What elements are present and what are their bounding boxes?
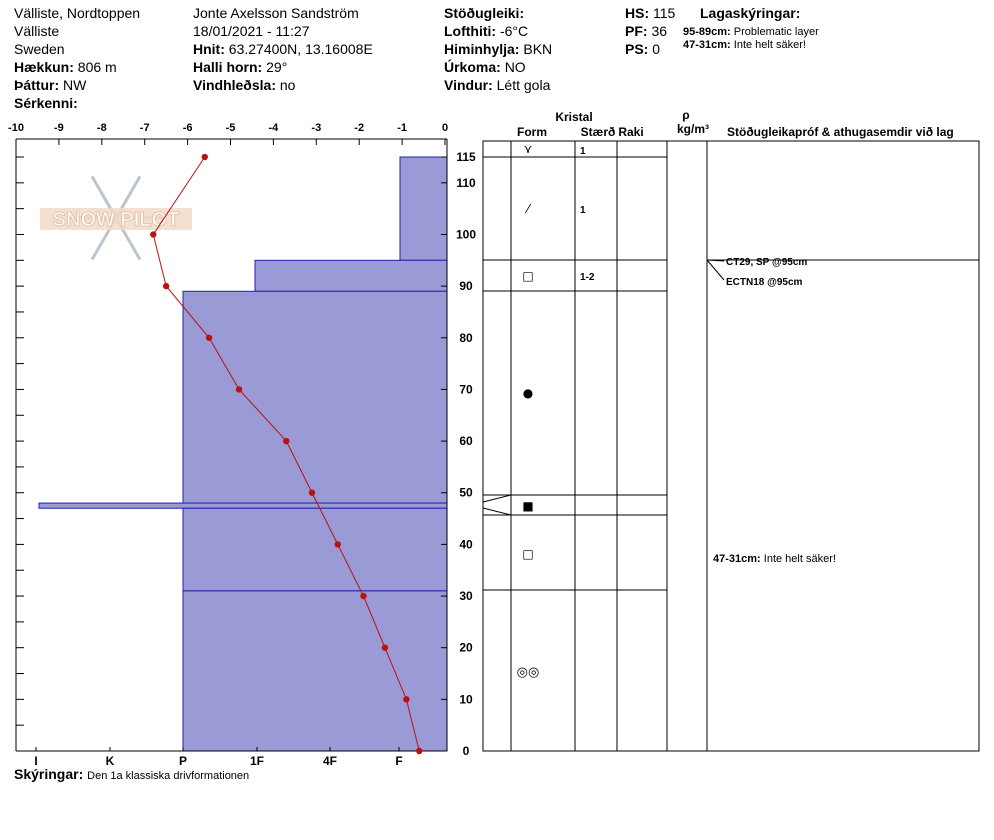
sky-value: BKN	[523, 41, 553, 57]
temperature-point	[382, 644, 388, 650]
col-header-rho: ρ	[682, 108, 690, 122]
hardness-label: P	[178, 754, 188, 768]
temperature-point	[202, 154, 208, 160]
height-tick-label: 70	[459, 382, 473, 397]
ps-value: 0	[652, 41, 661, 57]
col-header-crystal: Kristal	[555, 110, 593, 124]
aspect-value: NW	[63, 77, 87, 93]
height-tick-label: 20	[459, 640, 473, 655]
stability-label: Stöðugleiki:	[444, 5, 525, 21]
slope-value: 29°	[266, 59, 288, 75]
hardness-bar	[183, 291, 447, 503]
temp-tick-label: 0	[441, 122, 449, 134]
height-tick-label: 90	[459, 279, 473, 294]
col-header-moisture: Raki	[618, 125, 644, 139]
hardness-bar	[183, 508, 447, 591]
temperature-point	[416, 748, 422, 754]
temp-tick-label: -8	[96, 122, 107, 134]
height-tick-label: 40	[459, 537, 473, 552]
crystal-size: 1-2	[580, 272, 595, 283]
temp-tick-label: -3	[311, 122, 322, 134]
sky-label: Himinhylja:	[444, 41, 520, 57]
wind-label: Vindur:	[444, 77, 493, 93]
precip-value: NO	[504, 59, 526, 75]
crystal-form-icon: □	[522, 547, 534, 561]
layer-comment	[713, 553, 836, 565]
layer-note-value: Inte helt säker!	[733, 39, 806, 51]
pf-label: PF:	[625, 23, 648, 39]
col-header-form: Form	[517, 125, 547, 139]
layer-comment-text: Inte helt säker!	[763, 553, 836, 565]
crystal-form-icon: ■	[522, 499, 534, 513]
temp-tick-label: -6	[182, 122, 193, 134]
elevation-value: 806 m	[77, 59, 117, 75]
temperature-point	[150, 231, 156, 237]
height-tick-label: 110	[456, 175, 476, 190]
table-frame	[483, 141, 979, 751]
temp-tick-label: -10	[8, 122, 24, 134]
footer-text: Den 1a klassiska drivformationen	[87, 770, 250, 782]
height-tick-label: 50	[459, 485, 473, 500]
layer-note-key: 47-31cm:	[683, 39, 731, 51]
location-line-1: Välliste, Nordtoppen	[14, 5, 141, 21]
temp-tick-label: -9	[54, 122, 64, 134]
stability-test-pointer	[707, 260, 724, 280]
crystal-form-icon: ◎◎	[516, 665, 540, 680]
slope-label: Halli horn:	[193, 59, 263, 75]
temperature-point	[206, 335, 212, 341]
stability-test-label: ECTN18 @95cm	[726, 277, 803, 288]
crystal-form-icon: ⁄	[526, 202, 530, 216]
location-line-2: Välliste	[14, 23, 60, 39]
hardness-bar	[255, 260, 447, 291]
hardness-label: K	[105, 754, 115, 768]
hardness-label: 1F	[249, 754, 265, 768]
hardness-bar	[400, 157, 447, 260]
height-tick-label: 60	[459, 434, 473, 449]
coords-label: Hnit:	[193, 41, 225, 57]
hardness-bar	[39, 503, 447, 508]
layer-note-key: 95-89cm:	[683, 26, 731, 38]
wind-loading-label: Vindhleðsla:	[193, 77, 276, 93]
crystal-size: 1	[580, 205, 586, 216]
height-tick-label: 80	[459, 330, 473, 345]
temperature-point	[309, 490, 315, 496]
layer-notes-title: Lagaskýringar:	[700, 5, 801, 21]
hardness-label: I	[34, 754, 38, 768]
layer-table	[483, 108, 979, 751]
footer-label: Skýringar:	[14, 766, 84, 782]
temp-tick-label: -5	[225, 122, 236, 134]
temp-tick-label: -1	[397, 122, 407, 134]
col-header-size: Stærð	[580, 125, 616, 139]
coords-value: 63.27400N, 13.16008E	[228, 41, 373, 57]
height-tick-label: 0	[462, 744, 470, 758]
temperature-point	[283, 438, 289, 444]
elevation-label: Hækkun:	[14, 59, 74, 75]
aspect-label: Þáttur:	[14, 77, 60, 93]
layer-connector	[483, 495, 511, 502]
air-temp-value: -6°C	[499, 23, 529, 39]
location-line-3: Sweden	[14, 41, 65, 57]
height-tick-label: 30	[459, 589, 473, 604]
layer-comment-key: 47-31cm:	[713, 553, 764, 565]
hardness-label: F	[395, 754, 403, 768]
temperature-point	[360, 593, 366, 599]
hs-value: 115	[653, 5, 676, 21]
crystal-form-icon: ●	[522, 386, 534, 400]
temp-tick-label: -4	[268, 122, 279, 134]
temperature-point	[403, 696, 409, 702]
wind-value: Létt gola	[496, 77, 551, 93]
temp-tick-label: -2	[354, 122, 365, 134]
layer-note-value: Problematic layer	[733, 26, 819, 38]
col-header-density-unit: kg/m³	[676, 122, 710, 136]
crystal-form-icon: ⋎	[523, 142, 533, 156]
hardness-bar	[183, 591, 447, 751]
height-tick-label: 100	[455, 227, 477, 242]
hs-label: HS:	[625, 5, 650, 21]
precip-label: Úrkoma:	[444, 59, 501, 75]
crystal-form-icon: □	[522, 269, 534, 283]
air-temp-label: Lofthiti:	[444, 23, 497, 39]
observer-name: Jonte Axelsson Sandström	[193, 5, 359, 21]
wind-loading-value: no	[279, 77, 296, 93]
specifics-label: Sérkenni:	[14, 95, 78, 111]
hardness-label: 4F	[322, 754, 338, 768]
height-tick-label: 10	[459, 692, 473, 707]
logo-text: SNOW PILOT	[52, 209, 180, 231]
pf-value: 36	[651, 23, 668, 39]
temp-tick-label: -7	[139, 122, 150, 134]
ps-label: PS:	[625, 41, 649, 57]
height-tick-label: 115	[456, 150, 476, 164]
temperature-point	[163, 283, 169, 289]
observation-datetime: 18/01/2021 - 11:27	[193, 23, 310, 39]
col-header-stability: Stöðugleikapróf & athugasemdir við lag	[727, 125, 954, 139]
snow-pilot-logo	[40, 176, 192, 259]
crystal-size: 1	[580, 146, 586, 157]
temperature-point	[335, 541, 341, 547]
stability-test-label: CT29, SP @95cm	[726, 257, 808, 268]
layer-connector	[483, 508, 511, 515]
temperature-point	[236, 386, 242, 392]
